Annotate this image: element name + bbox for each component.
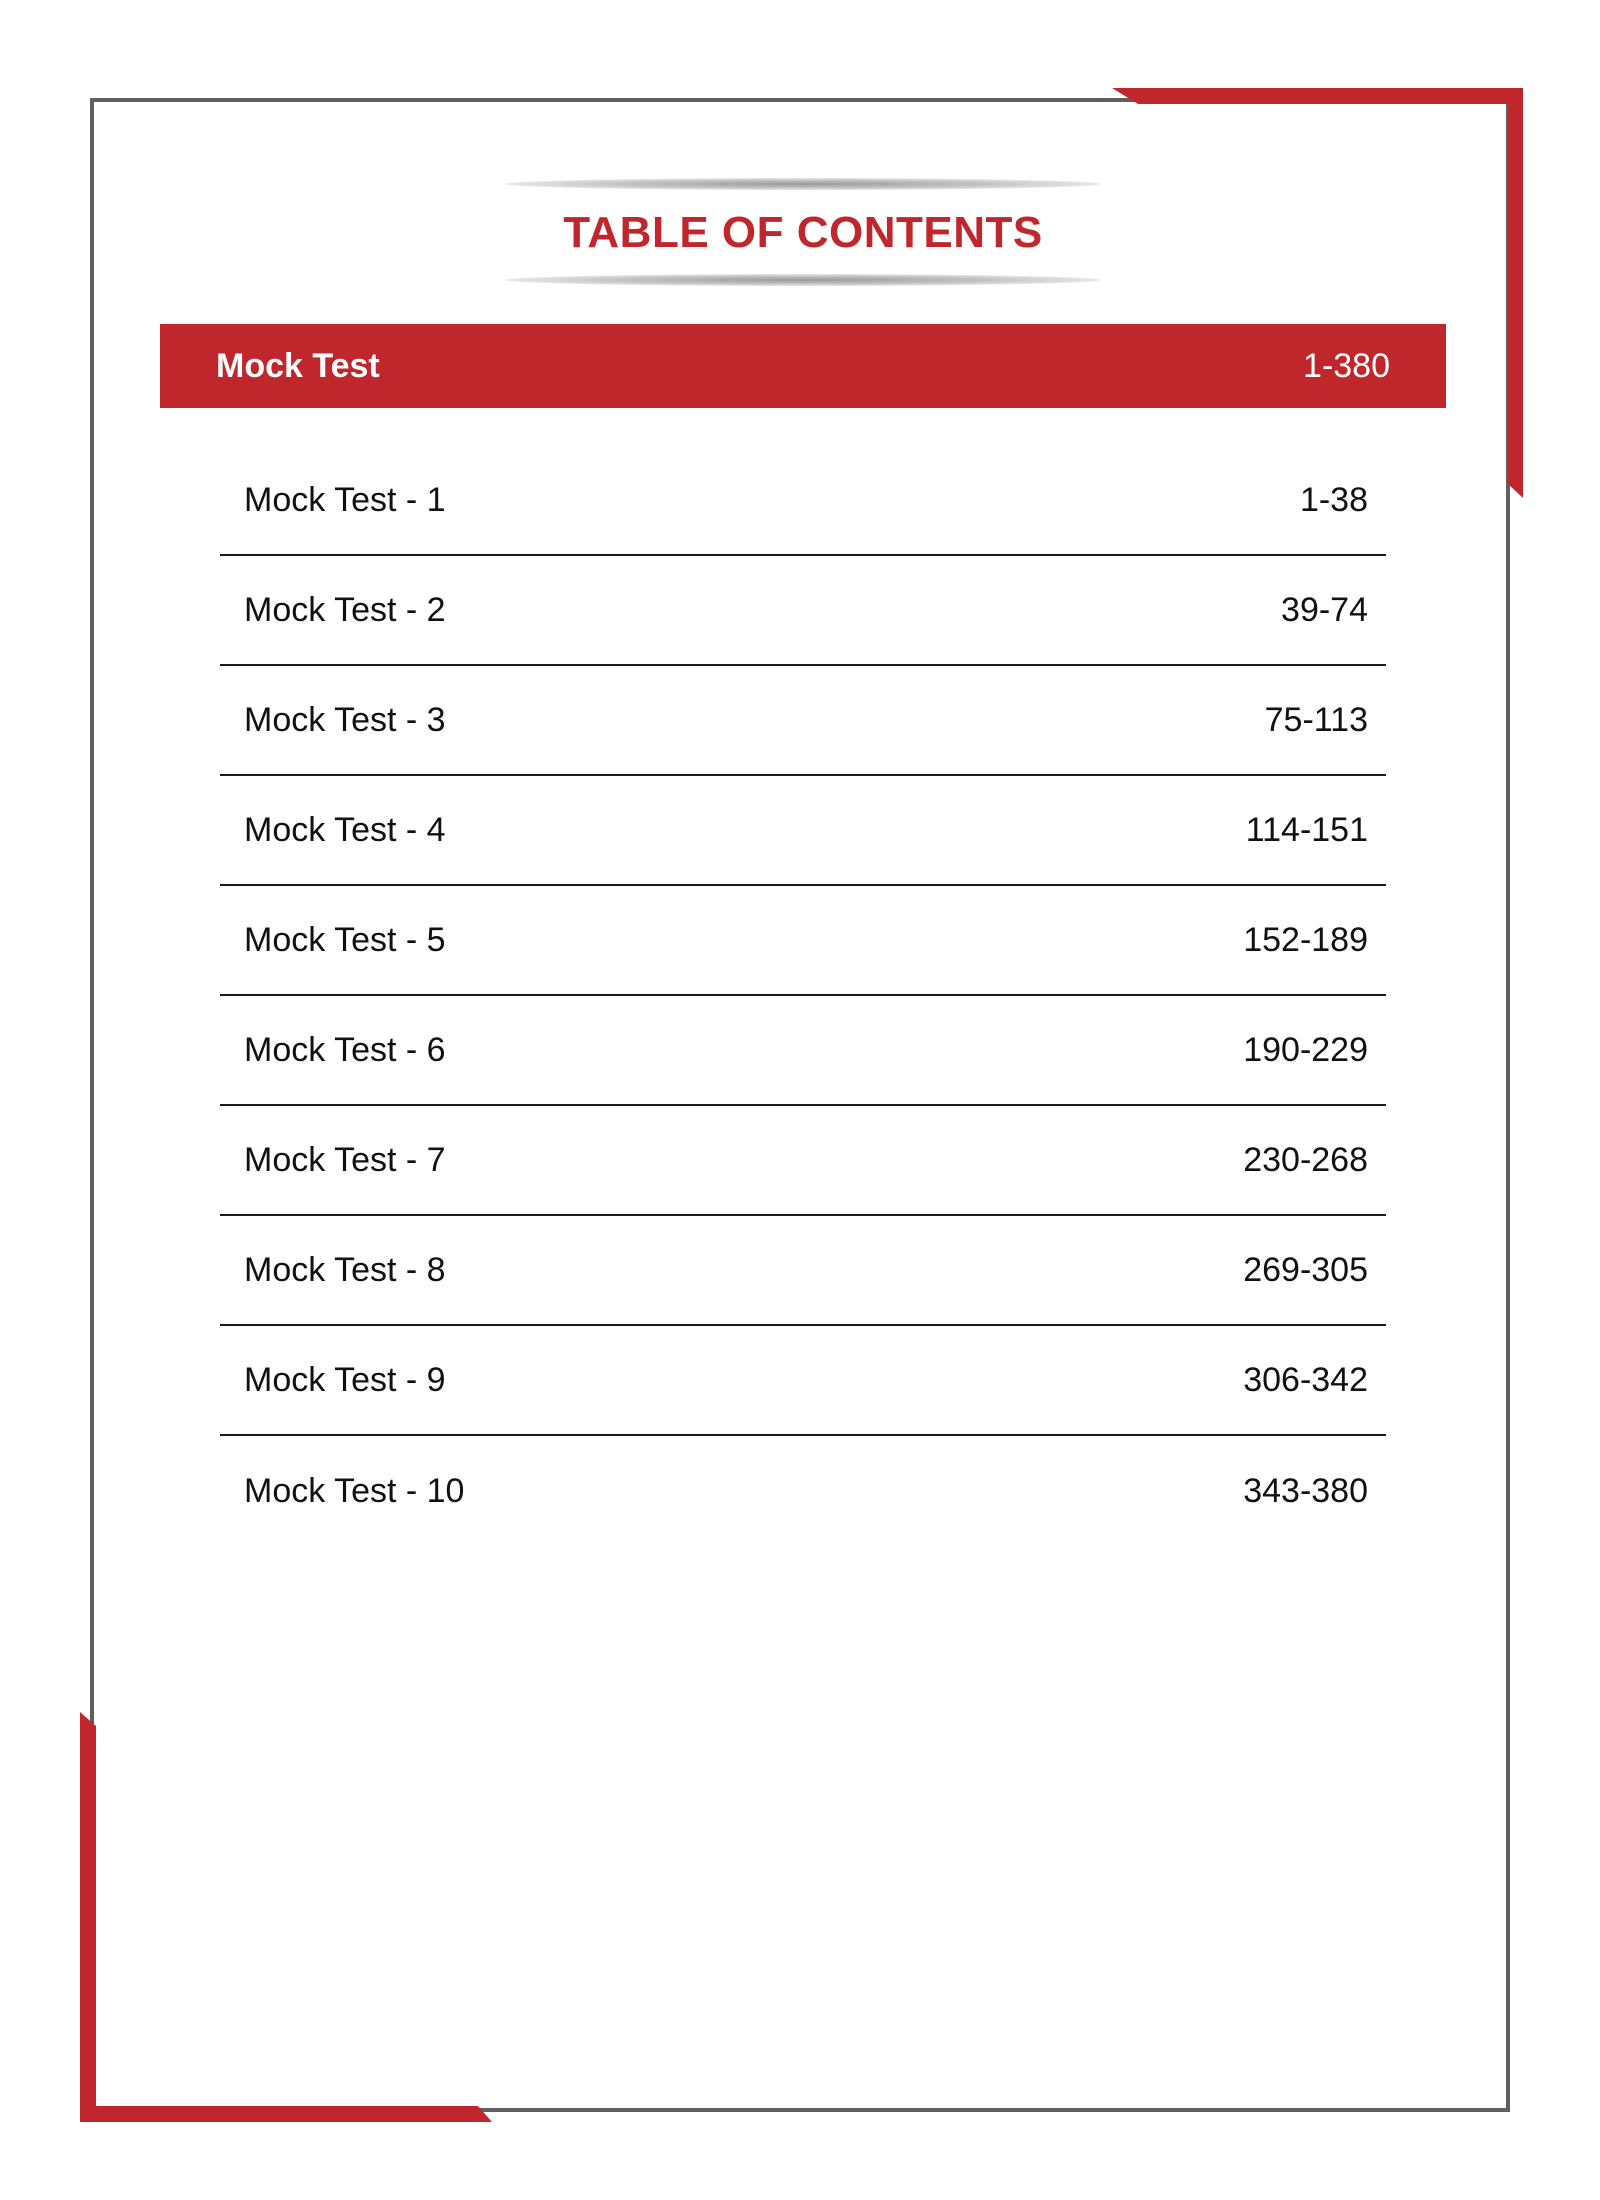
toc-entry-pages: 75-113	[1264, 700, 1368, 739]
toc-entry-pages: 1-38	[1299, 480, 1368, 519]
toc-entry-label: Mock Test - 2	[244, 590, 446, 629]
toc-list	[220, 446, 1386, 1546]
section-page-range: 1-380	[1303, 346, 1390, 385]
bottom-left-accent-side	[80, 1712, 96, 2122]
toc-entry-pages: 269-305	[1243, 1250, 1368, 1289]
toc-entry-pages: 343-380	[1243, 1471, 1368, 1510]
toc-entry[interactable]	[220, 1106, 1386, 1216]
toc-entry-pages: 230-268	[1243, 1140, 1368, 1179]
toc-entry-label: Mock Test - 5	[244, 920, 446, 959]
top-right-accent	[1112, 88, 1523, 104]
toc-entry-label: Mock Test - 4	[244, 810, 446, 849]
toc-entry-label: Mock Test - 3	[244, 700, 446, 739]
toc-entry[interactable]	[220, 996, 1386, 1106]
toc-entry-label: Mock Test - 6	[244, 1030, 446, 1069]
title-divider-bottom	[506, 274, 1100, 286]
toc-entry[interactable]	[220, 666, 1386, 776]
toc-entry[interactable]	[220, 1216, 1386, 1326]
toc-entry[interactable]	[220, 776, 1386, 886]
title-block	[506, 178, 1100, 286]
toc-entry-label: Mock Test - 9	[244, 1360, 446, 1399]
toc-entry[interactable]	[220, 1436, 1386, 1546]
toc-entry-pages: 39-74	[1281, 590, 1368, 629]
toc-entry[interactable]	[220, 446, 1386, 556]
toc-entry-label: Mock Test - 10	[244, 1471, 465, 1510]
toc-entry[interactable]	[220, 886, 1386, 996]
toc-entry-pages: 306-342	[1243, 1360, 1368, 1399]
toc-entry-pages: 114-151	[1245, 810, 1368, 849]
toc-entry-pages: 190-229	[1243, 1030, 1368, 1069]
toc-entry[interactable]	[220, 556, 1386, 666]
title-divider-top	[506, 178, 1100, 190]
bottom-left-accent	[80, 2106, 492, 2122]
top-right-accent-side	[1508, 88, 1523, 498]
toc-entry[interactable]	[220, 1326, 1386, 1436]
toc-entry-label: Mock Test - 1	[244, 480, 446, 519]
section-title: Mock Test	[216, 346, 380, 385]
toc-entry-label: Mock Test - 7	[244, 1140, 446, 1179]
toc-entry-label: Mock Test - 8	[244, 1250, 446, 1289]
toc-entry-pages: 152-189	[1243, 920, 1368, 959]
page-title: TABLE OF CONTENTS	[563, 208, 1043, 257]
section-header	[160, 324, 1446, 408]
